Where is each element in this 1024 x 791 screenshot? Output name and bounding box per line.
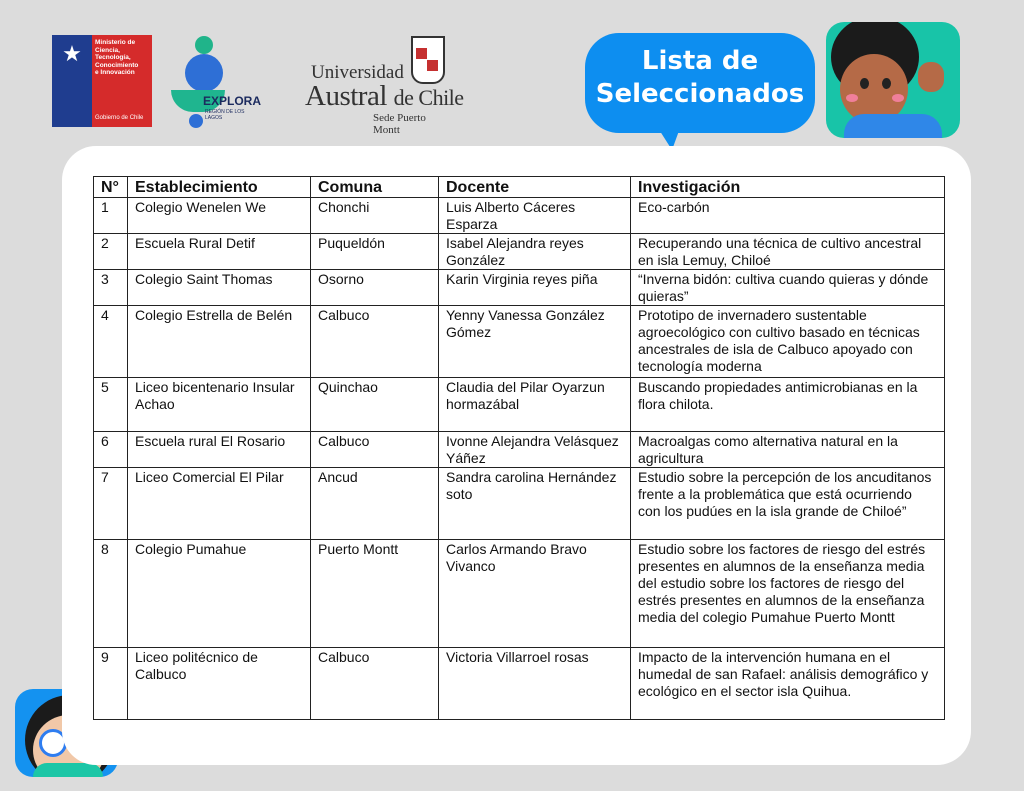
cell-establecimiento: Escuela Rural Detif (128, 234, 311, 270)
explora-shape (195, 36, 213, 54)
cell-docente: Victoria Villarroel rosas (439, 648, 631, 720)
cell-number: 4 (94, 306, 128, 378)
table-row (94, 432, 945, 468)
cell-number: 2 (94, 234, 128, 270)
cell-docente: Luis Alberto Cáceres Esparza (439, 198, 631, 234)
cell-establecimiento: Colegio Pumahue (128, 540, 311, 648)
avatar-eye (860, 78, 869, 89)
ministerio-line: e Innovación (95, 69, 135, 77)
cell-docente: Yenny Vanessa González Gómez (439, 306, 631, 378)
cell-number: 7 (94, 468, 128, 540)
cell-number: 3 (94, 270, 128, 306)
uach-austral: Austral (305, 80, 387, 112)
cell-investigacion: Eco-carbón (631, 198, 945, 234)
avatar-body (844, 114, 942, 138)
cell-docente: Sandra carolina Hernández soto (439, 468, 631, 540)
ministerio-line: Tecnología, (95, 54, 131, 62)
chile-emblem (52, 35, 92, 127)
cell-comuna: Ancud (311, 468, 439, 540)
cell-investigacion: Impacto de la intervención humana en el humedal de san Rafael: análisis demográfico y ecológico en el sector isla Quihua. (631, 648, 945, 720)
cell-investigacion: Macroalgas como alternativa natural en la agricultura (631, 432, 945, 468)
cell-investigacion: Buscando propiedades antimicrobianas en la flora chilota. (631, 378, 945, 432)
cell-investigacion: Estudio sobre la percepción de los ancuditanos frente a la problemática que está ocurriendo con los pudúes en la isla grande de Chiloé” (631, 468, 945, 540)
header-number: N° (94, 177, 128, 198)
uach-de-chile: de Chile (393, 85, 464, 110)
cell-establecimiento: Colegio Saint Thomas (128, 270, 311, 306)
cell-docente: Claudia del Pilar Oyarzun hormazábal (439, 378, 631, 432)
cell-comuna: Osorno (311, 270, 439, 306)
cell-number: 5 (94, 378, 128, 432)
avatar-hand (918, 62, 944, 92)
cell-docente: Karin Virginia reyes piña (439, 270, 631, 306)
table-row (94, 468, 945, 540)
explora-shape (189, 114, 203, 128)
title-bubble (585, 33, 815, 133)
ministerio-ciencia-logo (52, 35, 152, 127)
avatar-cheek (846, 94, 858, 102)
cell-number: 1 (94, 198, 128, 234)
cell-comuna: Calbuco (311, 648, 439, 720)
uach-crest-icon (411, 36, 445, 84)
avatar-cheek (892, 94, 904, 102)
cell-comuna: Puqueldón (311, 234, 439, 270)
cell-establecimiento: Liceo bicentenario Insular Achao (128, 378, 311, 432)
header-comuna: Comuna (311, 177, 439, 198)
cell-docente: Carlos Armando Bravo Vivanco (439, 540, 631, 648)
ministerio-line: Ciencia, (95, 46, 120, 54)
title-line2: Seleccionados (595, 79, 805, 109)
table-row (94, 648, 945, 720)
cell-number: 8 (94, 540, 128, 648)
cell-comuna: Chonchi (311, 198, 439, 234)
ministerio-line: Conocimiento (95, 61, 139, 69)
table-row (94, 270, 945, 306)
uach-line1: Universidad (311, 62, 404, 83)
boy-avatar (826, 22, 960, 138)
title-line1: Lista de (641, 46, 759, 76)
header-docente: Docente (439, 177, 631, 198)
cell-comuna: Quinchao (311, 378, 439, 432)
selected-list-table (93, 176, 945, 720)
table-row (94, 540, 945, 648)
ministerio-line: Ministerio de (95, 39, 136, 46)
uach-sede: Sede Puerto Montt (373, 112, 426, 136)
cell-investigacion: Estudio sobre los factores de riesgo del estrés presentes en alumnos de la enseñanza media del estudio sobre los factores de riesgo del estrés presentes en alumnos de la enseñanza media del colegio Pumahue Puerto Montt (631, 540, 945, 648)
cell-establecimiento: Liceo politécnico de Calbuco (128, 648, 311, 720)
avatar-body (33, 763, 103, 777)
explora-region: REGIÓN DE LOS LAGOS (205, 109, 245, 121)
cell-number: 6 (94, 432, 128, 468)
table-row (94, 234, 945, 270)
table-header-row (94, 177, 945, 198)
cell-establecimiento: Liceo Comercial El Pilar (128, 468, 311, 540)
explora-name: EXPLORA (203, 94, 262, 108)
cell-docente: Isabel Alejandra reyes González (439, 234, 631, 270)
cell-establecimiento: Escuela rural El Rosario (128, 432, 311, 468)
table-row (94, 306, 945, 378)
table-row (94, 198, 945, 234)
uach-logo (305, 36, 464, 136)
cell-investigacion: Recuperando una técnica de cultivo ancestral en isla Lemuy, Chiloé (631, 234, 945, 270)
cell-number: 9 (94, 648, 128, 720)
header-investigacion: Investigación (631, 177, 945, 198)
cell-investigacion: Prototipo de invernadero sustentable agroecológico con cultivo basado en técnicas ancestrales de isla de Calbuco apoyado con tecnología moderna (631, 306, 945, 378)
gobierno-label: Gobierno de Chile (95, 115, 144, 122)
cell-comuna: Calbuco (311, 432, 439, 468)
cell-comuna: Calbuco (311, 306, 439, 378)
table-row (94, 378, 945, 432)
ministerio-text-block (92, 35, 152, 127)
uach-line2 (305, 80, 464, 113)
cell-comuna: Puerto Montt (311, 540, 439, 648)
star-icon: ★ (62, 42, 82, 67)
cell-investigacion: “Inverna bidón: cultiva cuando quieras y dónde quieras” (631, 270, 945, 306)
avatar-eye (882, 78, 891, 89)
explora-logo (165, 36, 265, 128)
cell-establecimiento: Colegio Estrella de Belén (128, 306, 311, 378)
cell-establecimiento: Colegio Wenelen We (128, 198, 311, 234)
header-establecimiento: Establecimiento (128, 177, 311, 198)
cell-docente: Ivonne Alejandra Velásquez Yáñez (439, 432, 631, 468)
explora-shape (185, 54, 223, 92)
